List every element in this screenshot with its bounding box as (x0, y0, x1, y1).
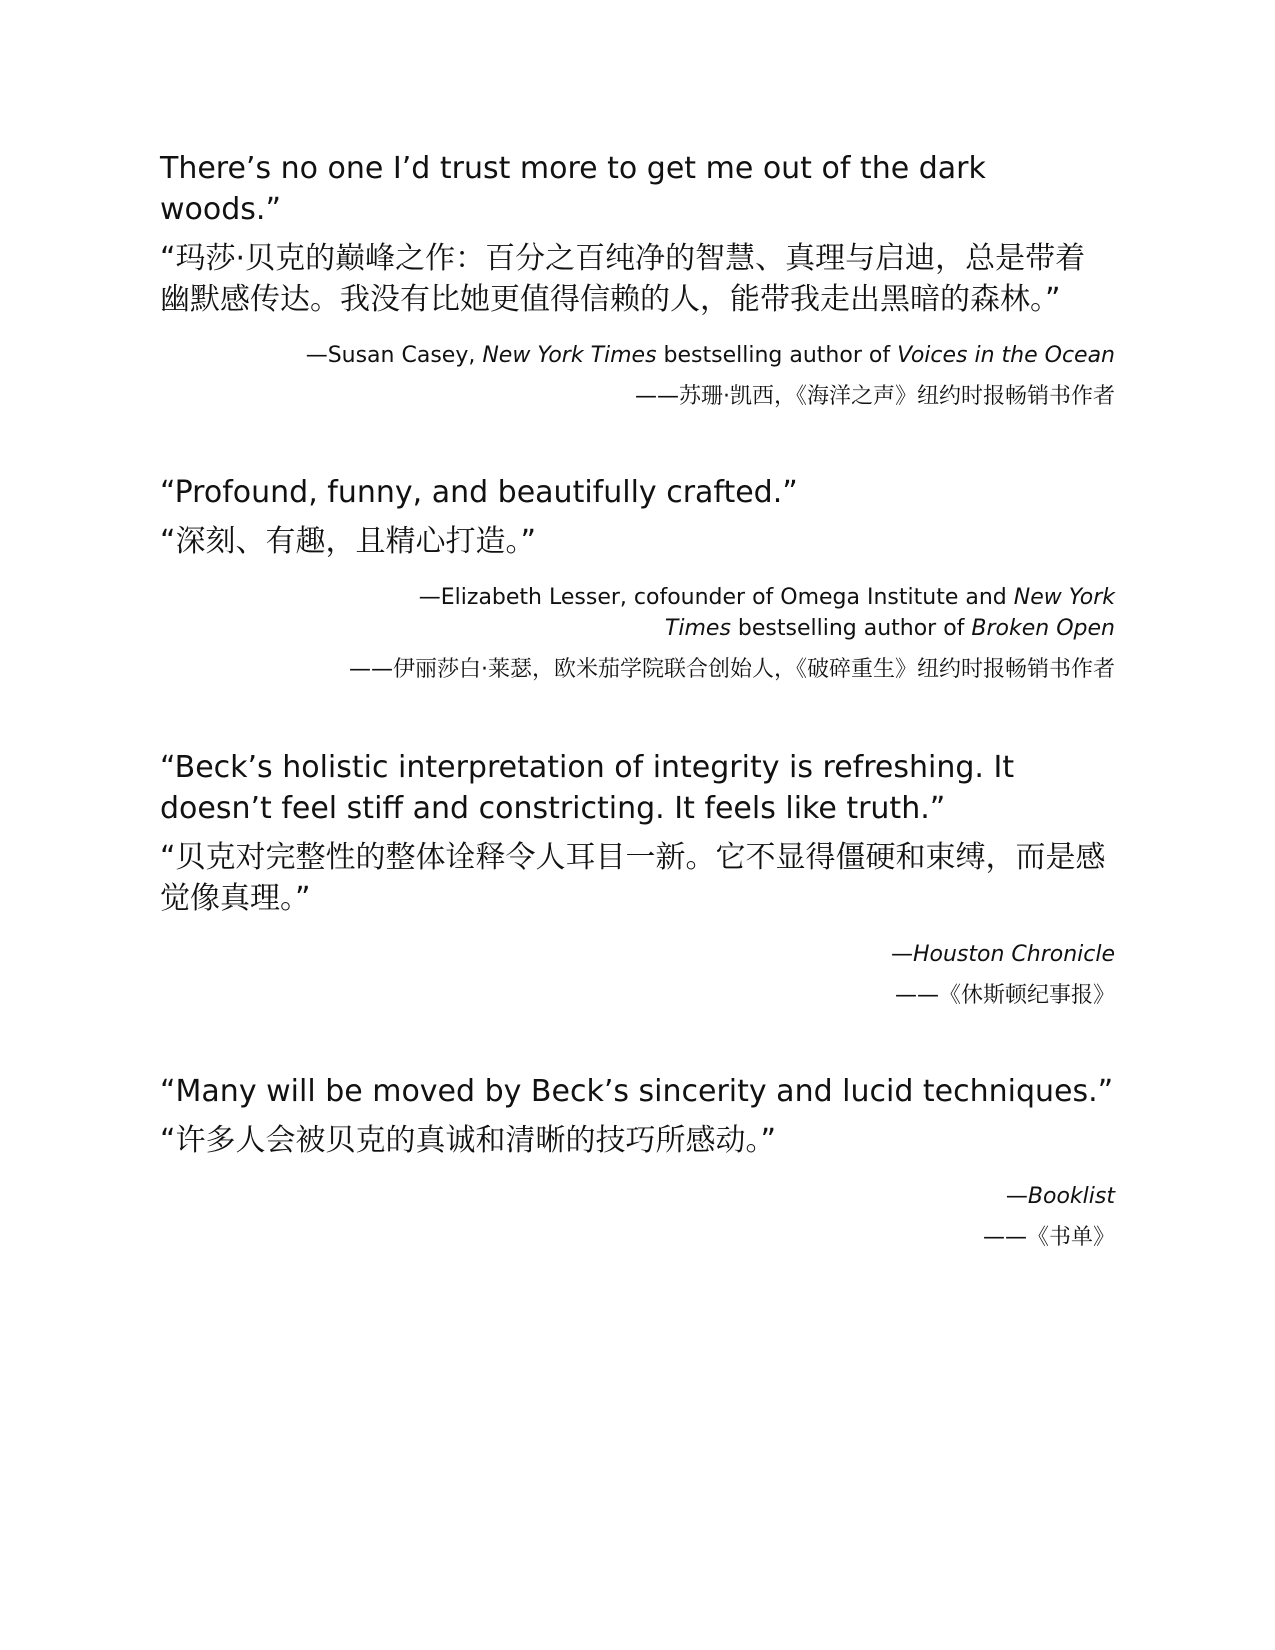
attribution-chinese: ——伊丽莎白·莱瑟，欧米茄学院联合创始人，《破碎重生》纽约时报畅销书作者 (349, 657, 1115, 682)
quote-english: There’s no one I’d trust more to get me out of the dark woods.” (160, 151, 986, 227)
publication-name: New York Times (664, 585, 1115, 641)
quote-english: “Beck’s holistic interpretation of integrity is refreshing. It doesn’t feel stiff and constricting. It feels like truth.” (160, 750, 1015, 826)
quote-chinese: “贝克对完整性的整体诠释令人耳目一新。它不显得僵硬和束缚，而是感觉像真理。” (160, 840, 1106, 916)
attribution-prefix: —Susan Casey, (305, 343, 483, 368)
publication-name: New York Times (482, 343, 657, 368)
endorsement-booklist (160, 1071, 1115, 1253)
quote-chinese: “许多人会被贝克的真诚和清晰的技巧所感动。” (160, 1123, 777, 1158)
quote-chinese: “深刻、有趣，且精心打造。” (160, 524, 537, 559)
attribution-english (160, 340, 1115, 371)
endorsements-page (160, 148, 1115, 1253)
attribution-chinese: ——苏珊·凯西，《海洋之声》纽约时报畅销书作者 (635, 384, 1115, 409)
endorsement-houston-chronicle (160, 747, 1115, 1011)
publication-name: Houston Chronicle (912, 942, 1115, 967)
attribution-english (160, 1181, 1115, 1212)
attribution-english (160, 582, 1115, 644)
endorsement-susan-casey (160, 148, 1115, 412)
quote-english: “Profound, funny, and beautifully crafted.” (160, 475, 798, 510)
attribution-prefix: —Elizabeth Lesser, cofounder of Omega Institute and (418, 585, 1014, 610)
attribution-chinese: ——《书单》 (982, 1225, 1115, 1250)
attribution-middle: bestselling author of (730, 616, 972, 641)
quote-chinese: “玛莎·贝克的巅峰之作：百分之百纯净的智慧、真理与启迪，总是带着幽默感传达。我没有比她更值得信赖的人，能带我走出黑暗的森林。” (160, 241, 1086, 317)
quote-english: “Many will be moved by Beck’s sincerity and lucid techniques.” (160, 1074, 1114, 1109)
attribution-middle: bestselling author of (656, 343, 898, 368)
attribution-prefix: — (890, 942, 913, 967)
attribution-prefix: — (1005, 1184, 1028, 1209)
book-title: Voices in the Ocean (897, 343, 1115, 368)
attribution-english (160, 939, 1115, 970)
endorsement-elizabeth-lesser (160, 472, 1115, 685)
publication-name: Booklist (1027, 1184, 1115, 1209)
attribution-chinese: ——《休斯顿纪事报》 (894, 983, 1115, 1008)
book-title: Broken Open (971, 616, 1115, 641)
